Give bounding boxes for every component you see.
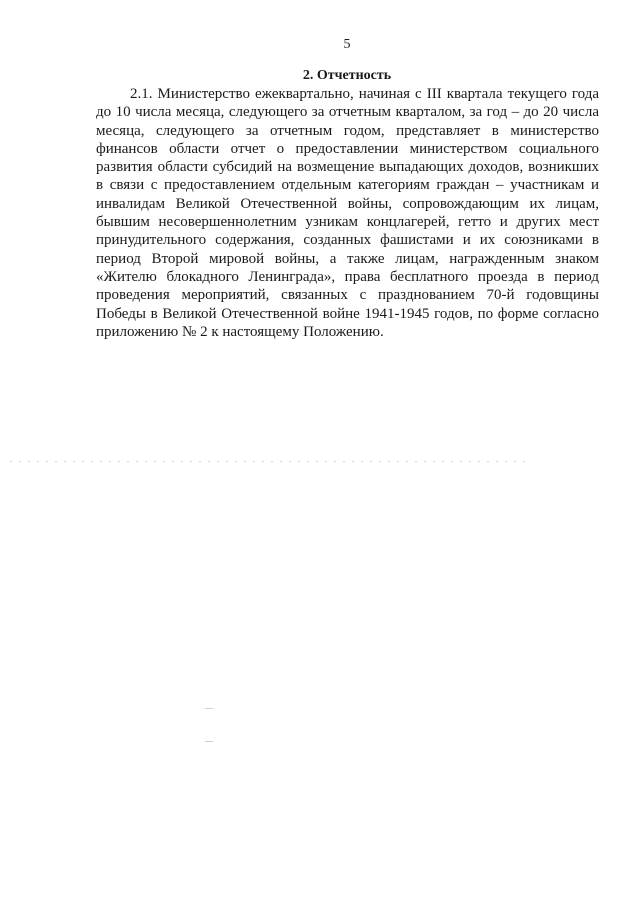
scan-artifact-dash [205,708,213,709]
section-title: 2. Отчетность [302,68,392,83]
scan-artifact-dash [205,741,213,742]
page-number: 5 [343,37,351,52]
paragraph-2-1: 2.1. Министерство ежеквартально, начиная с III квартала текущего года до 10 числа месяца, следующего за отчетным кварталом, за год – до 20 числа месяца, следующего за отчетным годом, представляет в министерство финансов области отчет о предоставлении министерством социального развития области субсидий на возмещение выпадающих доходов, возникших в связи с предоставлением отдельным категориям граждан – участникам и инвалидам Великой Отечественной войны, сопровождающим их лицам, бывшим несовершеннолетним узникам концлагерей, гетто и других мест принудительного содержания, созданных фашистами и их союзниками в период Второй мировой войны, а также лицам, награжденным знаком «Жителю блокадного Ленинграда», права бесплатного проезда в период проведения мероприятий, связанных с празднованием 70-й годовщины Победы в Великой Отечественной войне 1941-1945 годов, по форме согласно приложению № 2 к настоящему Положению. [96,86,599,340]
scan-artifact-line [10,461,530,462]
